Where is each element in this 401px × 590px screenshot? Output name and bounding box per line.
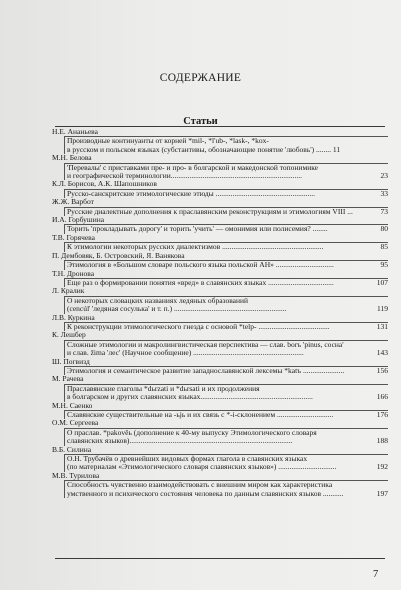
toc-page-number: 192 — [376, 462, 388, 472]
toc-entry — [64, 428, 388, 446]
toc-entry — [64, 410, 388, 419]
toc-page-number: 85 — [380, 242, 388, 252]
bottom-rule — [55, 558, 385, 559]
toc-author: Н.Е. Ананьева — [52, 127, 98, 136]
toc-page-number: 23 — [380, 171, 388, 181]
toc-page-number: 188 — [376, 436, 388, 446]
toc-title-line: 'Перевалы' с приставками пре- и про- в болгарской и македонской топонимике — [67, 163, 318, 172]
toc-page-number: 33 — [380, 188, 388, 198]
toc-entry — [64, 480, 388, 498]
page-number: 7 — [373, 569, 379, 580]
toc-title-line: и слав. žima 'лес' (Научное сообщение) ........................................................... — [67, 349, 304, 358]
toc-title-line: К этимологии некоторых русских диалектизмов ...................................................... — [67, 243, 324, 252]
toc-entry — [64, 340, 388, 358]
toc-author: Л.В. Куркина — [52, 312, 95, 322]
toc-title-line: умственного и психического состояния человека по данным славянских языков ........... — [67, 489, 344, 498]
toc-title-line: Русские диалектные дополнения к праславянским реконструкциям и этимологиям VIII ... — [67, 207, 353, 216]
toc-entry — [64, 224, 388, 233]
toc-author: В.Б. Силина — [52, 444, 92, 454]
toc-entry — [64, 260, 388, 269]
toc-entry — [64, 189, 388, 198]
toc-page-number: 156 — [376, 365, 388, 375]
top-rule — [55, 126, 385, 127]
toc-page-number: 119 — [377, 304, 388, 314]
toc-entry — [64, 207, 388, 216]
toc-entry — [64, 322, 388, 331]
toc-title-line: Способность чувственно взаимодействовать с внешним миром как характеристика — [67, 481, 333, 490]
toc-page-number: 197 — [376, 488, 388, 498]
toc-title-line: Торить 'прокладывать дорогу' и торить 'учить' — омонимия или полисемия? ........ — [67, 225, 328, 234]
toc-author: М.В. Турилова — [52, 470, 100, 480]
toc-entry — [64, 163, 388, 181]
toc-title-line: славянских языков)....................................................................................... — [67, 437, 293, 446]
toc-author: М.Н. Саенко — [52, 400, 93, 410]
toc-author: К. Лешбер — [52, 330, 86, 340]
toc-author: М. Рачева — [52, 374, 84, 384]
toc-page-number: 143 — [376, 348, 388, 358]
toc-title-line: в русском и польском языках (субстантивы, обозначающие понятие 'любовь') ........ 11 — [67, 145, 341, 154]
table-of-contents — [52, 128, 388, 498]
toc-title-line: О некоторых словацких названиях ледяных образований — [67, 296, 248, 305]
toc-title-line: и географической терминологии...................................................................... — [67, 172, 303, 181]
toc-title-line: Этимология и семантическое развитие западнославянской лексемы *katъ ...................... — [67, 366, 345, 375]
toc-title-line: Этимология в «Большом словаре польского языка польской АН» ............................... — [67, 261, 334, 270]
toc-entry — [64, 242, 388, 251]
toc-entry — [64, 384, 388, 402]
toc-author: И.А. Горбушина — [52, 215, 105, 225]
toc-entry — [64, 454, 388, 472]
toc-page-number: 95 — [380, 260, 388, 270]
page-title: СОДЕРЖАНИЕ — [159, 72, 242, 84]
toc-page-number: 176 — [376, 410, 388, 419]
toc-page-number: 131 — [376, 321, 388, 331]
toc-title-line: Праславянские глаголы *dьrzati и *dьrsati и их продолжения — [67, 384, 260, 393]
toc-page-number: 80 — [380, 224, 388, 234]
toc-page-number: 107 — [376, 277, 388, 287]
toc-title-line: Славянские существительные на -ьjь и их связь с *-i-склонением .............................. — [67, 411, 334, 419]
toc-title-line: в болгарском и других славянских языках............................................................ — [67, 393, 313, 402]
toc-author: Т.Н. Дронова — [52, 268, 95, 278]
toc-title-line: (cencúľ 'ледяная сосулька' и т. п.) ............................................................ — [67, 305, 287, 314]
toc-author: Ш. Погвизд — [52, 356, 90, 366]
toc-author: Т.В. Горячева — [52, 232, 95, 242]
toc-entry — [64, 366, 388, 375]
toc-entry — [64, 296, 388, 314]
toc-author: М.Н. Белова — [52, 153, 92, 163]
toc-title-line: Еще раз о формировании понятия «вред» в славянских языках ................................... — [67, 278, 334, 287]
toc-title-line: О праслав. *pakověь (дополнение к 40-му выпуску Этимологического словаря — [67, 428, 317, 437]
toc-title-line: К реконструкции этимологического гнезда с основой *telp- ...................................... — [67, 322, 330, 331]
toc-page-number: 73 — [380, 206, 388, 216]
toc-author: К.Л. Борисов, А.К. Шапошников — [52, 179, 157, 189]
toc-entry — [64, 278, 388, 287]
toc-author: Ж.Ж. Варбот — [52, 197, 94, 207]
toc-title-line: Сложные этимологии и макролингвистическая перспектива — слав. borъ 'pinus, сосна' — [67, 340, 344, 349]
toc-title-line: Производные континуанты от корней *mil-, *l'ub-, *lask-, *kox- — [67, 137, 269, 146]
toc-page-number: 166 — [376, 392, 388, 402]
toc-entry — [64, 136, 388, 154]
toc-author: П. Дембовяк, Б. Островский, Я. Ванякова — [52, 250, 185, 260]
toc-title-line: О.Н. Трубачёв о древнейших видовых формах глагола в славянских языках — [67, 455, 308, 464]
toc-title-line: Русско-санскритские этимологические этюды ..................................................... — [67, 189, 315, 198]
toc-title-line: (по материалам «Этимологического словаря славянских языков») ............................... — [67, 463, 337, 472]
toc-author: О.М. Сергеева — [52, 418, 99, 428]
section-title: Статьи — [183, 116, 218, 127]
toc-author: Л. Кралик — [52, 286, 85, 296]
